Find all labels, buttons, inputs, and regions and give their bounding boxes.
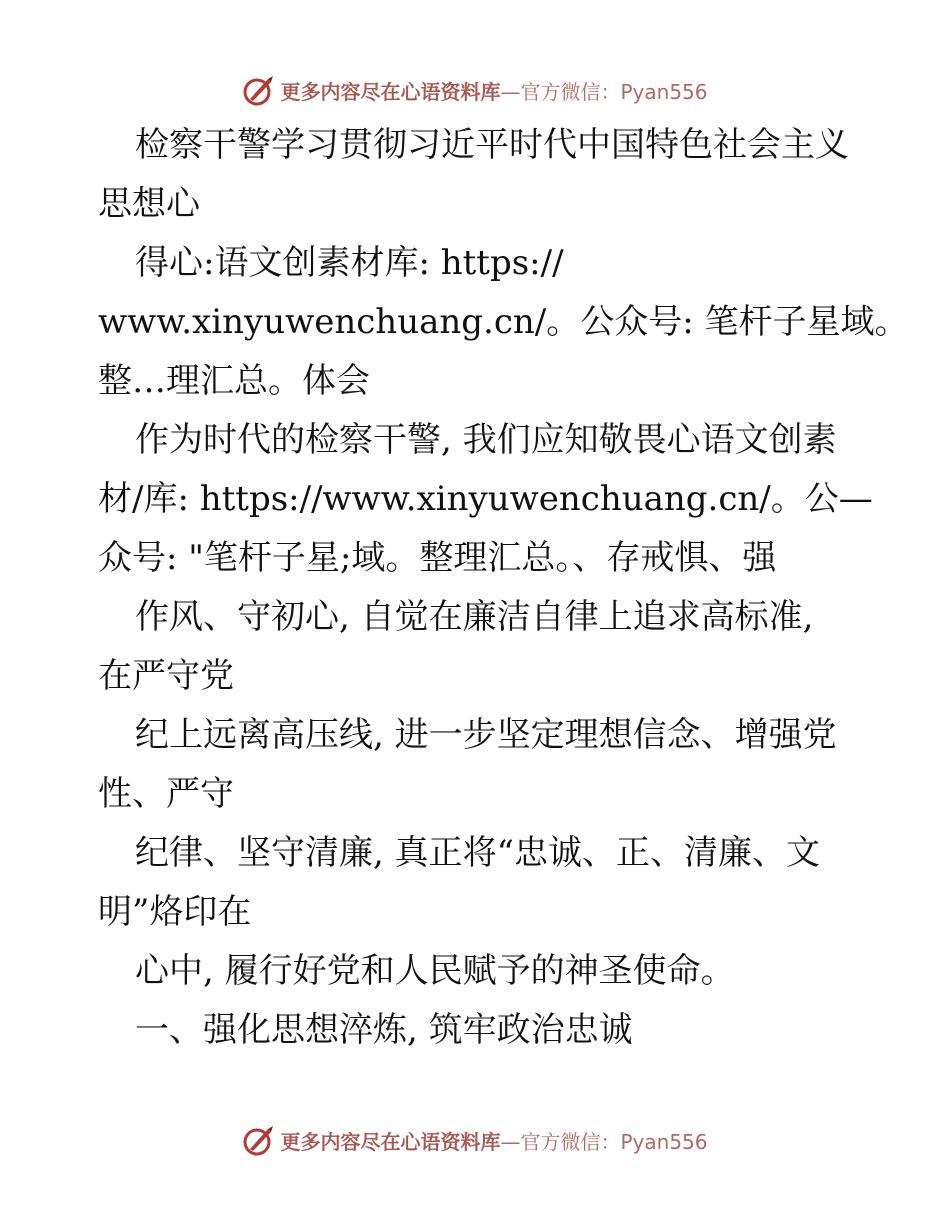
footer-wechat-label: 官方微信：: [520, 1129, 621, 1154]
text-line: 作为时代的检察干警, 我们应知敬畏心语文创素: [135, 420, 837, 460]
text-line: 众号: "笔杆子星;域。整理汇总。、存戒惧、强: [98, 538, 777, 578]
text-line: 得心:语文创素材库: https://: [135, 243, 564, 283]
document-body: [98, 116, 909, 1060]
text-line: 心中, 履行好党和人民赋予的神圣使命。: [135, 951, 735, 991]
text-line: 思想心: [98, 184, 200, 224]
text-line: 明”烙印在: [98, 892, 252, 932]
footer-brand-text: 更多内容尽在心语资料库: [280, 1129, 501, 1154]
text-line: www.xinyuwenchuang.cn/。公众号: 笔杆子星域。: [98, 302, 909, 342]
text-line: 材/库: https://www.xinyuwenchuang.cn/。公—: [98, 479, 873, 519]
header-banner: [0, 70, 950, 110]
header-dash: —: [500, 79, 521, 104]
text-line: 作风、守初心, 自觉在廉洁自律上追求高标准,: [135, 597, 814, 637]
text-line: 整…理汇总。体会: [98, 361, 370, 401]
text-line: 性、严守: [98, 774, 234, 814]
text-line: 检察干警学习贯彻习近平时代中国特色社会主义: [135, 125, 849, 165]
quill-seal-icon: [242, 1123, 276, 1157]
quill-seal-icon: [242, 73, 276, 107]
section-heading: 一、强化思想淬炼, 筑牢政治忠诚: [135, 1010, 633, 1050]
text-line: 纪上远离高压线, 进一步坚定理想信念、增强党: [135, 715, 837, 755]
text-line: 在严守党: [98, 656, 234, 696]
footer-banner-text: [280, 1126, 707, 1155]
header-brand-text: 更多内容尽在心语资料库: [280, 79, 501, 104]
footer-banner: [0, 1120, 950, 1160]
header-wechat-id: Pyan556: [620, 79, 708, 104]
text-line: 纪律、坚守清廉, 真正将“忠诚、正、清廉、文: [135, 833, 820, 873]
header-banner-text: [280, 76, 707, 105]
footer-wechat-id: Pyan556: [620, 1129, 708, 1154]
header-wechat-label: 官方微信：: [520, 79, 621, 104]
footer-dash: —: [500, 1129, 521, 1154]
